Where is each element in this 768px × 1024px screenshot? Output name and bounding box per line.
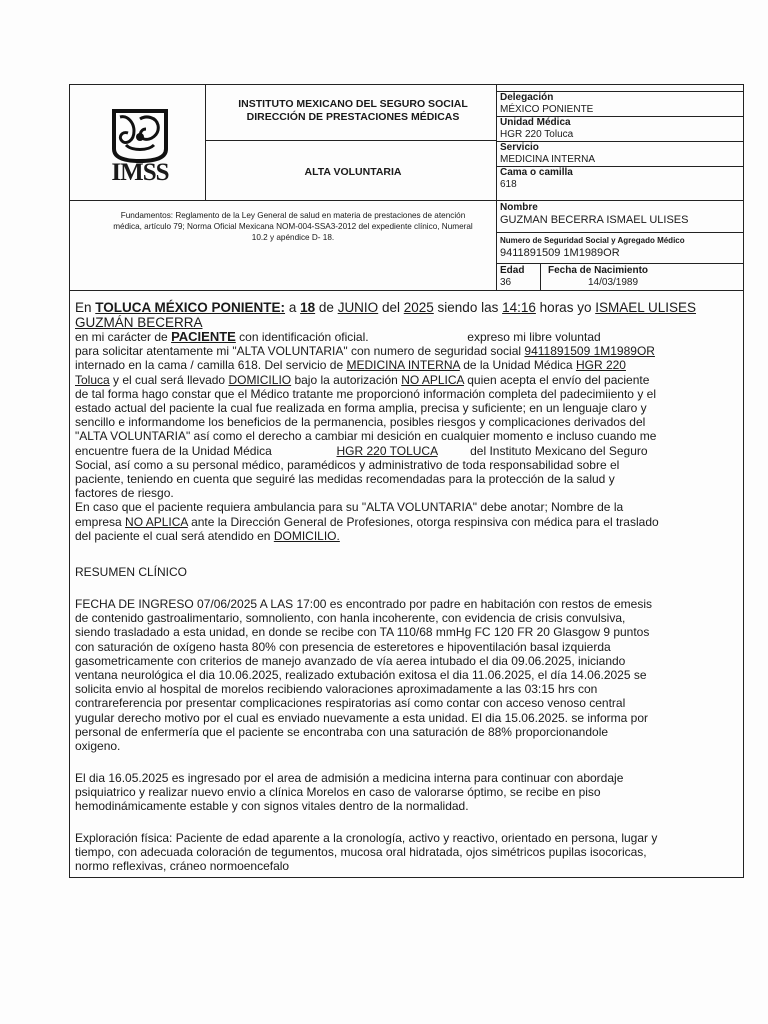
- domicilio-inline: DOMICILIO: [228, 372, 292, 387]
- statement-section: [75, 300, 737, 543]
- statement-line-11: [75, 444, 737, 458]
- statement-line-12: Social, así como a su personal médico, paramédicos y administrativo de toda responsabilidad sobre el: [75, 457, 620, 472]
- resumen-p3-line: Exploración física: Paciente de edad aparente a la cronología, activo y reactivo, orientado en persona, lugar y: [75, 831, 658, 845]
- delegacion-value: MÉXICO PONIENTE: [500, 104, 594, 115]
- resumen-p1-line: personal de enfermería que el paciente se encontraba con una saturación de 88% proporcionandole: [75, 724, 609, 739]
- fundamentos-top-rule: [69, 200, 496, 201]
- statement-line-2: [75, 315, 737, 330]
- text-identificacion: con identificación oficial.: [239, 330, 369, 344]
- resumen-p1-line: de contenido gastroalimentario, somnoliento, con hanla incoherente, con evidencia de crisis convulsiva,: [75, 611, 626, 626]
- cama-value: 618: [500, 179, 517, 190]
- resumen-p1-line: solicita envio al hospital de morelos recibiendo valoraciones aproximadamente a las 03:15 hrs con: [75, 682, 598, 697]
- text-instituto: del Instituto Mexicano del Seguro: [470, 443, 648, 458]
- right-rule-6: [496, 263, 744, 264]
- logo-divider: [205, 84, 206, 200]
- day-value: 18: [300, 300, 316, 315]
- statement-line-1: [75, 300, 737, 315]
- time-value: 14:16: [502, 300, 536, 315]
- statement-line-6: [75, 373, 737, 387]
- place-value: TOLUCA MÉXICO PONIENTE:: [95, 300, 286, 315]
- text-direccion: ante la Dirección General de Profesiones, otorga respinsiva con médica para el traslado: [191, 514, 659, 529]
- statement-line-9: sencillo e informandome los beneficios de la permanencia, posibles riesgos y complicaciones derivados del: [75, 415, 646, 430]
- month-value: JUNIO: [337, 300, 379, 315]
- resumen-paragraph-1: [75, 597, 737, 753]
- text-llevado: y el cual será llevado: [113, 372, 226, 387]
- name-value-2: GUZMÁN BECERRA: [75, 315, 203, 330]
- delegacion-field: [500, 92, 593, 116]
- statement-line-3: [75, 330, 737, 344]
- servicio-value: MEDICINA INTERNA: [500, 154, 596, 165]
- resumen-p1-line: gasometricamente con criterios de manejo avanzado de vía aerea intubado el dia 09.06.2025, iniciando: [75, 653, 626, 668]
- right-rule-4: [496, 200, 744, 201]
- right-rule-5: [496, 232, 744, 233]
- unidad-label: Unidad Médica: [500, 117, 571, 128]
- statement-line-10: "ALTA VOLUNTARIA" así como el derecho a cambiar mi desición en cualquier momento e incluso cuando me: [75, 429, 657, 444]
- statement-line-4: [75, 344, 737, 358]
- nss-value: 9411891509 1M1989OR: [500, 247, 620, 259]
- nss-field: [500, 235, 685, 259]
- statement-line-14: factores de riesgo.: [75, 486, 174, 501]
- text-a: a: [288, 300, 297, 315]
- text-acepta: quien acepta el envío del paciente: [467, 372, 650, 387]
- text-expreso: expreso mi libre voluntad: [467, 330, 601, 344]
- statement-line-16: [75, 515, 737, 529]
- resumen-title: RESUMEN CLÍNICO: [75, 565, 188, 579]
- statement-line-13: paciente, teniendo en cuenta que seguiré las medidas recomendadas para la protección de la salud y: [75, 472, 615, 487]
- name-value-1: ISMAEL ULISES: [595, 300, 697, 315]
- statement-line-7: de tal forma hago constar que el Médico tratante me proporcionó información completa del padecimiiento y el: [75, 386, 656, 401]
- resumen-p2-line: psiquiatrico y realizar nuevo envio a clínica Morelos en caso de valorarse óptimo, se recibe en piso: [75, 785, 601, 800]
- text-autorizacion: bajo la autorización: [294, 372, 398, 387]
- nss-inline: 9411891509 1M1989OR: [524, 344, 655, 359]
- unidad-inline-2: Toluca: [75, 372, 110, 387]
- nombre-value: GUZMAN BECERRA ISMAEL ULISES: [500, 214, 689, 226]
- imss-logo: [104, 105, 176, 187]
- fecha-value: 14/03/1989: [588, 277, 639, 288]
- unidad-inline-1: HGR 220: [575, 358, 626, 373]
- edad-value: 36: [500, 277, 512, 288]
- text-de: de: [318, 300, 334, 315]
- edad-divider: [540, 263, 541, 290]
- text-caracter: en mi carácter de: [75, 330, 168, 344]
- direction-name: DIRECCIÓN DE PRESTACIONES MÉDICAS: [246, 111, 460, 123]
- resumen-p3-line: tiempo, con adecuada coloración de tegumentos, mucosa oral hidratada, ojos simétricos pupilas isocoricas,: [75, 845, 647, 860]
- resumen-p1-line: siendo trasladado a esta unidad, en donde se recibe con TA 110/68 mmHg FC 120 FR 20 Glasgow 9 puntos: [75, 625, 650, 640]
- text-internado: internado en la cama / camilla 618. Del servicio de: [75, 358, 344, 373]
- resumen-p1-line: contrareferencia por presentar complicaciones respiratorias así como contar con acceso venoso central: [75, 696, 626, 711]
- title-divider: [205, 140, 496, 141]
- text-del: del: [381, 300, 400, 315]
- statement-line-5: [75, 358, 737, 372]
- cama-label: Cama o camilla: [500, 167, 573, 178]
- resumen-p2-line: hemodinámicamente estable y con signos vitales dentro de la normalidad.: [75, 799, 469, 814]
- resumen-p1-line: con saturación de oxígeno hasta 80% con presencia de esteretores e hipoventilación basal izquierda: [75, 639, 611, 654]
- nss-label: Numero de Seguridad Social y Agregado Médico: [500, 236, 685, 245]
- no-aplica-2-inline: NO APLICA: [125, 514, 188, 529]
- no-aplica-inline: NO APLICA: [401, 372, 464, 387]
- resumen-p1-line: oxigeno.: [75, 739, 121, 754]
- header-bottom-rule: [69, 290, 744, 291]
- statement-line-17: [75, 529, 737, 543]
- edad-label: Edad: [500, 265, 525, 276]
- resumen-p1-line: ventana neurológica el dia 10.06.2025, realizado extubación exitosa el dia 11.06.2025, el día 14.06.2025 se: [75, 668, 647, 683]
- statement-line-15: En caso que el paciente requiera ambulancia para su "ALTA VOLUNTARIA" debe anotar; Nombre de la: [75, 500, 624, 515]
- resumen-p1-line: yugular derecho motivo por el cual es enviado nuevamente a esta unidad. El dia 15.06.2025. se informa por: [75, 710, 649, 725]
- fecha-nacimiento-field: [548, 265, 648, 289]
- text-solicitar: para solicitar atentamente mi "ALTA VOLUNTARIA" con numero de seguridad social: [75, 344, 522, 359]
- domicilio-2-inline: DOMICILIO.: [273, 528, 340, 543]
- edad-field: [500, 265, 524, 289]
- institution-name: INSTITUTO MEXICANO DEL SEGURO SOCIAL: [238, 98, 468, 110]
- nombre-field: [500, 202, 688, 226]
- resumen-paragraph-3: [75, 831, 737, 874]
- servicio-label: Servicio: [500, 142, 539, 153]
- resumen-p1-line: FECHA DE INGRESO 07/06/2025 A LAS 17:00 es encontrado por padre en habitación con restos de emesis: [75, 597, 653, 611]
- text-unidad: de la Unidad Médica: [463, 358, 573, 373]
- servicio-inline: MEDICINA INTERNA: [346, 358, 460, 373]
- form-title: ALTA VOLUNTARIA: [304, 166, 402, 178]
- fecha-label: Fecha de Nacimiento: [548, 265, 649, 276]
- resumen-paragraph-2: [75, 771, 737, 814]
- resumen-p3-line: normo reflexivas, cráneo normoencefalo: [75, 859, 290, 874]
- text-encuentre: encuentre fuera de la Unidad Médica: [75, 443, 272, 458]
- text-horas-yo: horas yo: [539, 300, 592, 315]
- institution-block: [210, 98, 496, 124]
- delegacion-label: Delegación: [500, 92, 554, 103]
- resumen-p2-line: El dia 16.05.2025 es ingresado por el area de admisión a medicina interna para continuar con abordaje: [75, 771, 624, 785]
- fundamentos-text: Fundamentos: Reglamento de la Ley General de salud en materia de prestaciones de atención médica, artículo 79; Norma Oficial Mexicana NOM-004-SSA3-2012 del expediente clínico, Numeral 10.2 y apéndice D- 18.: [113, 211, 473, 242]
- role-value: PACIENTE: [171, 329, 236, 344]
- hgr-inline: HGR 220 TOLUCA: [336, 443, 438, 458]
- unidad-field: [500, 117, 573, 141]
- unidad-value: HGR 220 Toluca: [500, 129, 574, 140]
- text-siendo: siendo las: [437, 300, 499, 315]
- right-column-divider: [496, 84, 497, 290]
- nombre-label: Nombre: [500, 202, 538, 213]
- text-atendido: del paciente el cual será atendido en: [75, 528, 271, 543]
- statement-line-8: estado actual del paciente la cual fue realizada en forma amplia, precisa y suficiente; en un lenguaje claro y: [75, 401, 647, 416]
- logo-text: IMSS: [111, 159, 169, 186]
- servicio-field: [500, 142, 595, 166]
- text-empresa: empresa: [75, 514, 122, 529]
- text-en: En: [75, 300, 92, 315]
- cama-field: [500, 167, 573, 191]
- year-value: 2025: [403, 300, 434, 315]
